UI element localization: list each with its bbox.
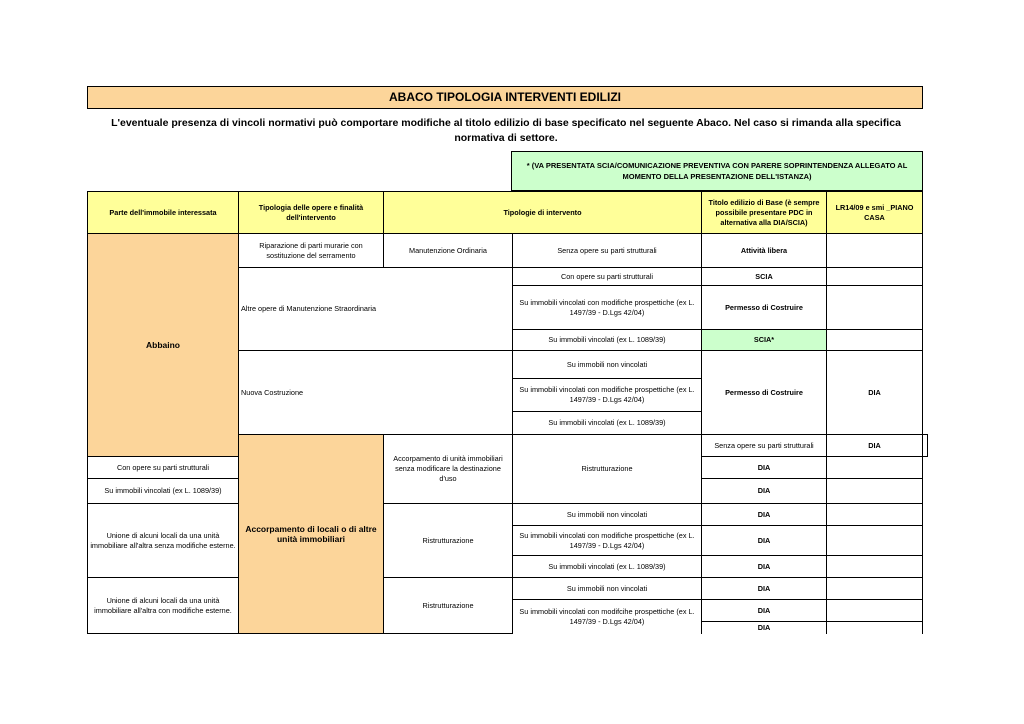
title-cell: Permesso di Costruire [702, 286, 827, 330]
lr-cell [827, 622, 923, 634]
lr-cell [827, 457, 923, 479]
header-row [88, 192, 928, 234]
title-cell: DIA [702, 622, 827, 634]
type-cell: Manutenzione Ordinaria [384, 234, 513, 268]
lr-cell [827, 504, 923, 526]
condition-cell: Su immobili vincolati (ex L. 1089/39) [513, 556, 702, 578]
condition-cell: Senza opere su parti strutturali [702, 435, 827, 457]
title-cell: DIA [702, 578, 827, 600]
title-cell: DIA [702, 504, 827, 526]
work-cell: Accorpamento di unità immobiliari senza modificare la destinazione d'uso [384, 435, 513, 504]
condition-cell: Su immobili vincolati con modifiche prospettiche (ex L. 1497/39 - D.Lgs 42/04) [513, 379, 702, 412]
title-cell: DIA [702, 457, 827, 479]
condition-cell: Su immobili non vincolati [513, 578, 702, 600]
header-part: Parte dell'immobile interessata [88, 192, 239, 234]
section-accorpamento: Accorpamento di locali o di altre unità immobiliari [239, 435, 384, 634]
lr-cell [827, 330, 923, 351]
lr-cell [923, 435, 928, 457]
condition-cell: Su immobili non vincolati [513, 504, 702, 526]
lr-cell [827, 556, 923, 578]
lr-cell [827, 268, 923, 286]
work-cell: Altre opere di Manutenzione Straordinaria [239, 268, 513, 351]
condition-cell: Con opere su parti strutturali [513, 268, 702, 286]
work-cell: Unione di alcuni locali da una unità immobiliare all'altra con modifiche esterne. [88, 578, 239, 634]
type-cell: Ristrutturazione [384, 578, 513, 634]
condition-cell: Su immobili non vincolati [513, 351, 702, 379]
title-cell: SCIA [702, 268, 827, 286]
header-typology: Tipologia delle opere e finalità dell'intervento [239, 192, 384, 234]
work-cell: Riparazione di parti murarie con sostituzione del serramento [239, 234, 384, 268]
title-cell: Permesso di Costruire [702, 351, 827, 435]
table-row [88, 234, 928, 268]
title-cell: SCIA* [702, 330, 827, 351]
title-cell: Attività libera [702, 234, 827, 268]
title-cell: DIA [702, 526, 827, 556]
section-abbaino: Abbaino [88, 234, 239, 457]
note-banner [511, 151, 923, 191]
condition-cell: Su immobili vincolati (ex L. 1089/39) [513, 412, 702, 435]
condition-cell: Senza opere su parti strutturali [513, 234, 702, 268]
title-cell: DIA [827, 435, 923, 457]
condition-cell: Su immobili vincolati con modifcihe prospettiche (ex L. 1497/39 - D.Lgs 42/04) [513, 600, 702, 634]
condition-cell: Su immobili vincolati (ex L. 1089/39) [88, 479, 239, 504]
work-cell: Nuova Costruzione [239, 351, 513, 435]
condition-cell: Su immobili vincolati (ex L. 1089/39) [513, 330, 702, 351]
lr-cell [827, 526, 923, 556]
title-cell: DIA [702, 556, 827, 578]
condition-cell: Su immobili vincolati con modifiche prospettiche (ex L. 1497/39 - D.Lgs 42/04) [513, 286, 702, 330]
title-cell: DIA [702, 479, 827, 504]
header-title-base: Titolo edilizio di Base (è sempre possibile presentare PDC in alternativa alla DIA/SCIA) [702, 192, 827, 234]
condition-cell: Su immobili vincolati con modifiche prospettiche (ex L. 1497/39 - D.Lgs 42/04) [513, 526, 702, 556]
type-cell: Ristrutturazione [384, 504, 513, 578]
work-cell: Unione di alcuni locali da una unità immobiliare all'altra senza modifiche esterne. [88, 504, 239, 578]
condition-cell: Con opere su parti strutturali [88, 457, 239, 479]
page-title: ABACO TIPOLOGIA INTERVENTI EDILIZI [87, 86, 923, 109]
title-cell: DIA [702, 600, 827, 622]
header-lr: LR14/09 e smi _PIANO CASA [827, 192, 923, 234]
table-row [88, 578, 928, 600]
page-subtitle: L'eventuale presenza di vincoli normativi può comportare modifiche al titolo edilizio di base specificato nel seguente Abaco. Nel caso si rimanda alla specifica normativa di settore. [111, 117, 901, 144]
lr-cell [827, 578, 923, 600]
abaco-table [87, 191, 928, 634]
note-text: * (VA PRESENTATA SCIA/COMUNICAZIONE PREVENTIVA CON PARERE SOPRINTENDENZA ALLEGATO AL MOMENTO DELLA PRESENTAZIONE DELL'ISTANZA) [526, 161, 908, 181]
lr-cell [827, 479, 923, 504]
type-cell: Ristrutturazione [513, 435, 702, 504]
lr-cell [827, 286, 923, 330]
lr-cell [827, 234, 923, 268]
table-row [88, 504, 928, 526]
lr-cell [827, 600, 923, 622]
lr-cell: DIA [827, 351, 923, 435]
header-intervention: Tipologie di intervento [384, 192, 702, 234]
